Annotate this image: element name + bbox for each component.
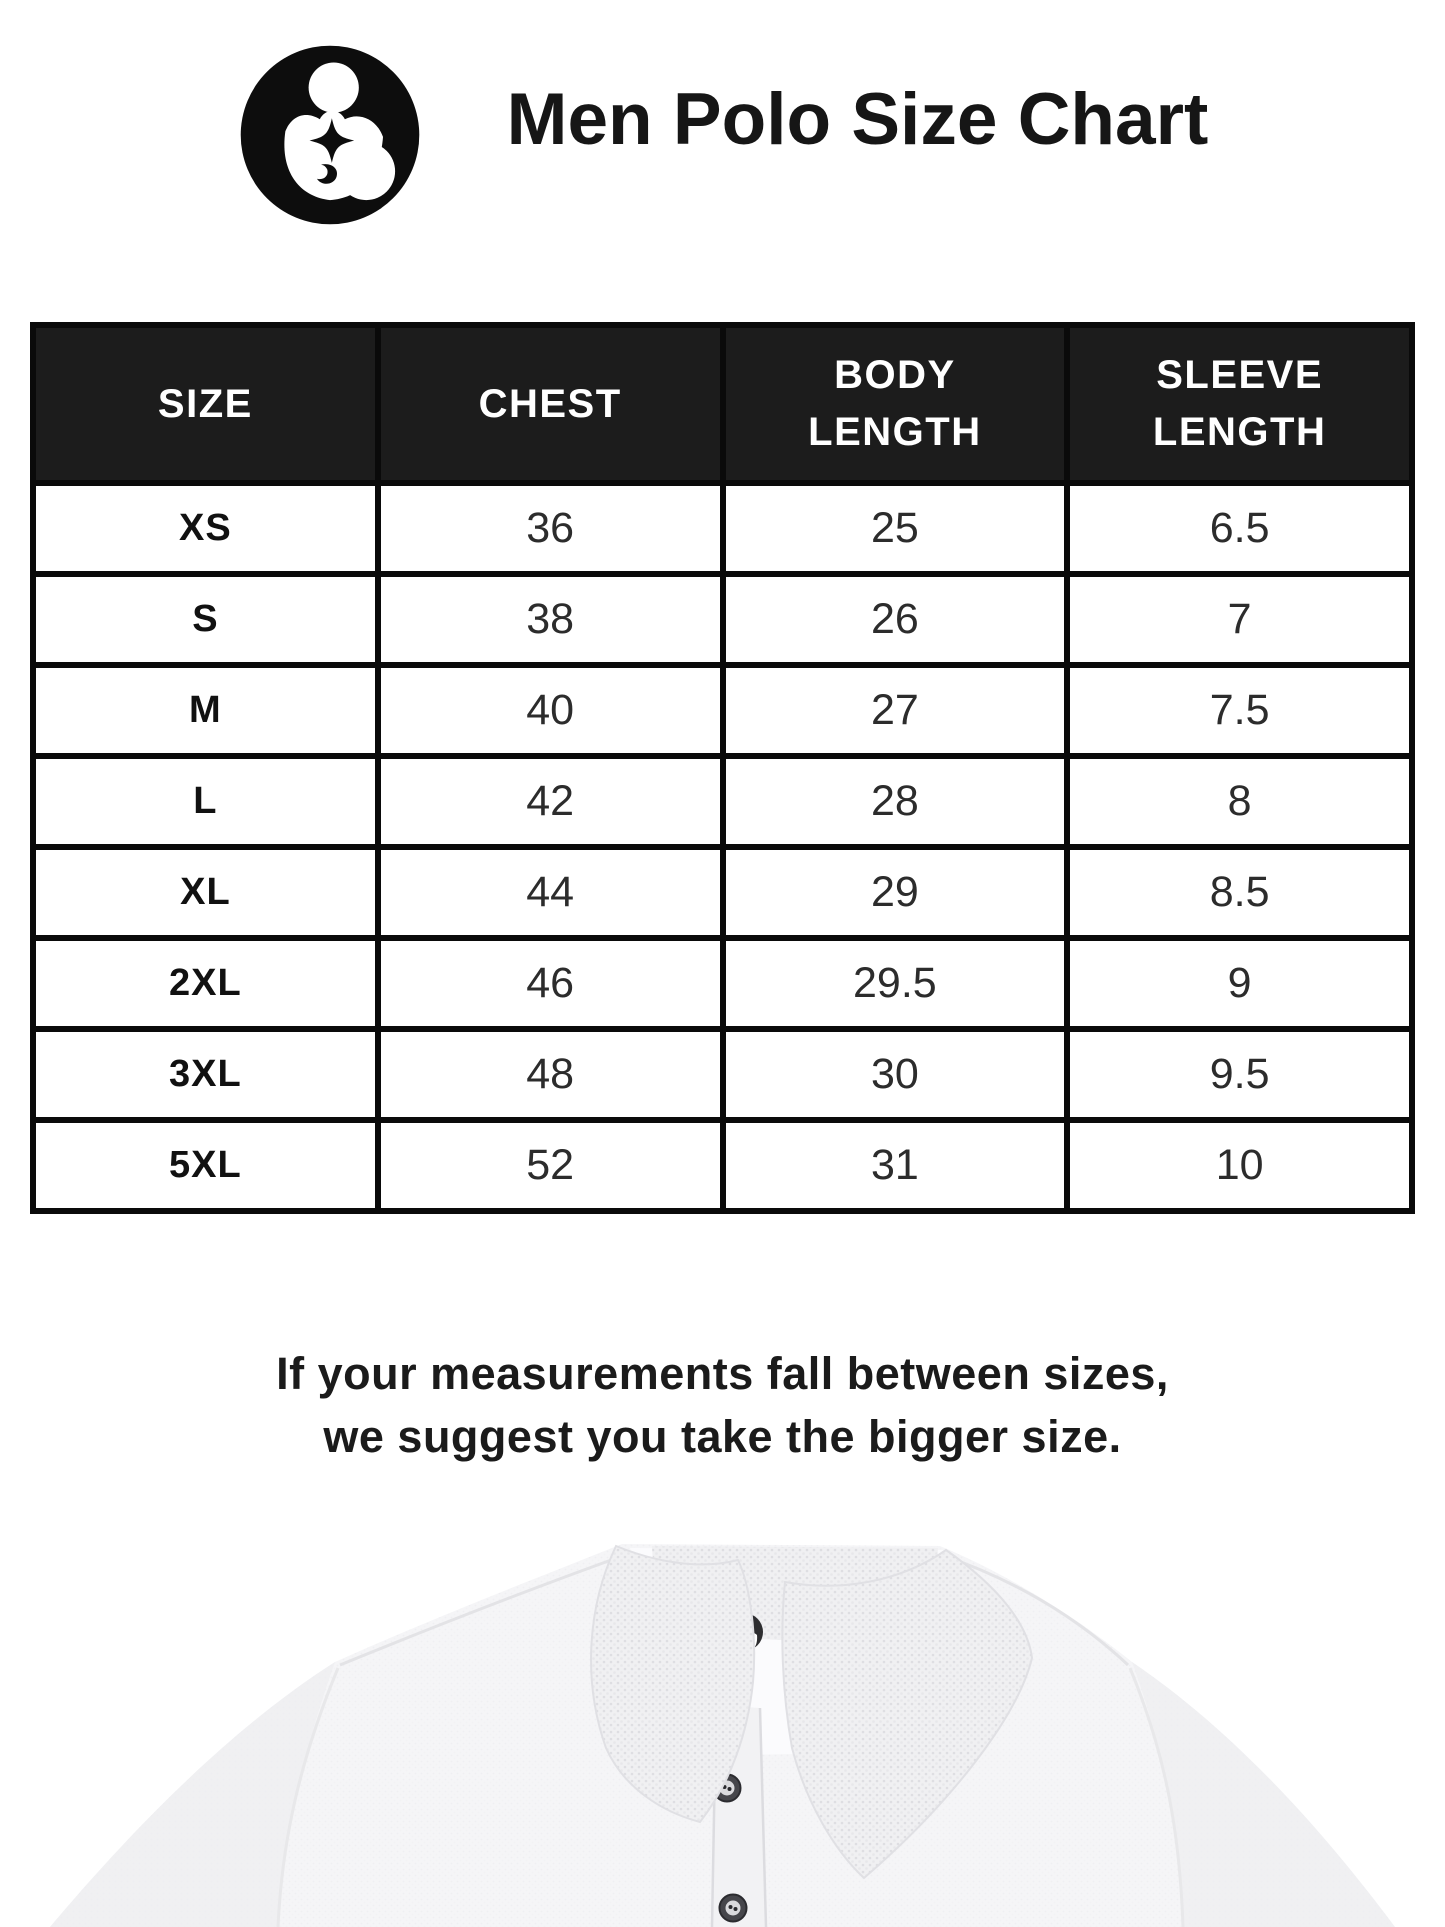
sleeve-length-value: 9.5 — [1067, 1029, 1412, 1120]
table-row — [33, 847, 1412, 938]
chest-value: 52 — [378, 1120, 723, 1211]
body-length-value: 26 — [723, 574, 1068, 665]
size-note-line2: we suggest you take the bigger size. — [323, 1411, 1122, 1462]
brand-mascot-logo-icon — [237, 42, 423, 228]
polo-button — [720, 1895, 747, 1922]
column-header-chest: CHEST — [378, 325, 723, 483]
body-length-value: 31 — [723, 1120, 1068, 1211]
chest-value: 36 — [378, 483, 723, 574]
body-length-value: 25 — [723, 483, 1068, 574]
chest-value: 48 — [378, 1029, 723, 1120]
table-row — [33, 665, 1412, 756]
size-note — [0, 1342, 1445, 1468]
body-length-value: 28 — [723, 756, 1068, 847]
chest-value: 46 — [378, 938, 723, 1029]
page-title: Men Polo Size Chart — [506, 78, 1209, 160]
chest-value: 42 — [378, 756, 723, 847]
polo-shirt-image — [0, 1520, 1445, 1927]
sleeve-length-value: 8 — [1067, 756, 1412, 847]
table-row — [33, 483, 1412, 574]
column-header-body-length: BODY LENGTH — [723, 325, 1068, 483]
body-length-value: 30 — [723, 1029, 1068, 1120]
size-label: XS — [33, 483, 378, 574]
table-row — [33, 1120, 1412, 1211]
sleeve-length-value: 9 — [1067, 938, 1412, 1029]
sleeve-length-value: 8.5 — [1067, 847, 1412, 938]
table-row — [33, 756, 1412, 847]
column-header-sleeve-length: SLEEVE LENGTH — [1067, 325, 1412, 483]
chest-value: 38 — [378, 574, 723, 665]
body-length-value: 27 — [723, 665, 1068, 756]
size-chart-table — [30, 322, 1415, 1214]
size-label: L — [33, 756, 378, 847]
size-label: M — [33, 665, 378, 756]
table-row — [33, 574, 1412, 665]
header-row — [33, 325, 1412, 483]
sleeve-length-value: 7.5 — [1067, 665, 1412, 756]
body-length-value: 29 — [723, 847, 1068, 938]
size-label: 5XL — [33, 1120, 378, 1211]
table-row — [33, 1029, 1412, 1120]
polo-shirt-illustration — [0, 1520, 1445, 1927]
size-label: XL — [33, 847, 378, 938]
size-note-line1: If your measurements fall between sizes, — [276, 1348, 1169, 1399]
table-header — [33, 325, 1412, 483]
size-label: 2XL — [33, 938, 378, 1029]
sleeve-length-value: 6.5 — [1067, 483, 1412, 574]
brand-logo — [237, 42, 423, 228]
size-label: 3XL — [33, 1029, 378, 1120]
sleeve-length-value: 10 — [1067, 1120, 1412, 1211]
size-label: S — [33, 574, 378, 665]
sleeve-length-value: 7 — [1067, 574, 1412, 665]
brand-header — [0, 42, 1445, 228]
table-row — [33, 938, 1412, 1029]
chest-value: 40 — [378, 665, 723, 756]
column-header-size: SIZE — [33, 325, 378, 483]
chest-value: 44 — [378, 847, 723, 938]
table-body — [33, 483, 1412, 1211]
body-length-value: 29.5 — [723, 938, 1068, 1029]
